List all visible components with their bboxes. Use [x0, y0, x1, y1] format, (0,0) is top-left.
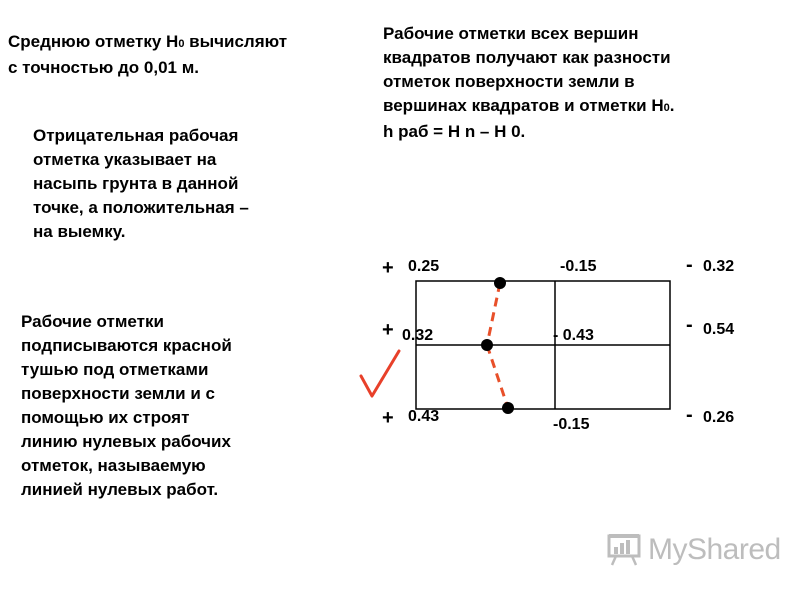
checkmark-icon — [361, 351, 399, 396]
plus-sign-middle: + — [382, 319, 394, 341]
h0-precision-text: Среднюю отметку Н0 вычисляют с точностью до 0,01 м. — [8, 32, 288, 77]
plus-sign-bottom: + — [382, 407, 394, 429]
negative-mark-text: Отрицательная рабочая отметка указывает на насыпь грунта в данной точке, а положительная – на выемку. — [33, 126, 249, 241]
zero-line-segment — [487, 283, 500, 345]
vertex-label-bottom-right: 0.26 — [703, 409, 735, 426]
working-marks-text: Рабочие отметки всех вершин квадратов получают как разности отметок поверхности земли в вершинах квадратов и отметки Н0. h раб = H n – H 0. — [383, 24, 675, 141]
vertex-label-middle-right: 0.54 — [703, 321, 735, 338]
vertex-label-top-left: 0.25 — [408, 258, 440, 275]
myshared-logo — [606, 533, 781, 567]
presentation-board-icon — [606, 533, 642, 567]
zero-line-text: Рабочие отметки подписываются красной тушью под отметками поверхности земли и с помощью их строят линию нулевых рабочих отметок, называемую линией нулевых работ. — [21, 312, 232, 499]
grid-lines — [416, 281, 670, 409]
vertex-label-top-middle: -0.15 — [560, 258, 597, 275]
zero-line-segment — [487, 345, 508, 408]
zero-point — [494, 277, 506, 289]
minus-sign-bottom: - — [686, 404, 693, 426]
vertex-label-bottom-middle: -0.15 — [553, 416, 590, 433]
minus-sign-top: - — [686, 254, 693, 276]
vertex-label-top-right: 0.32 — [703, 258, 735, 275]
zero-point — [481, 339, 493, 351]
vertex-label-bottom-left: 0.43 — [408, 408, 440, 425]
logo-text: MyShared — [648, 533, 781, 566]
zero-point — [502, 402, 514, 414]
plus-sign-top: + — [382, 257, 394, 279]
minus-sign-middle: - — [686, 314, 693, 336]
vertex-label-middle-left: 0.32 — [402, 327, 434, 344]
vertex-label-middle-middle: - 0.43 — [553, 327, 594, 344]
